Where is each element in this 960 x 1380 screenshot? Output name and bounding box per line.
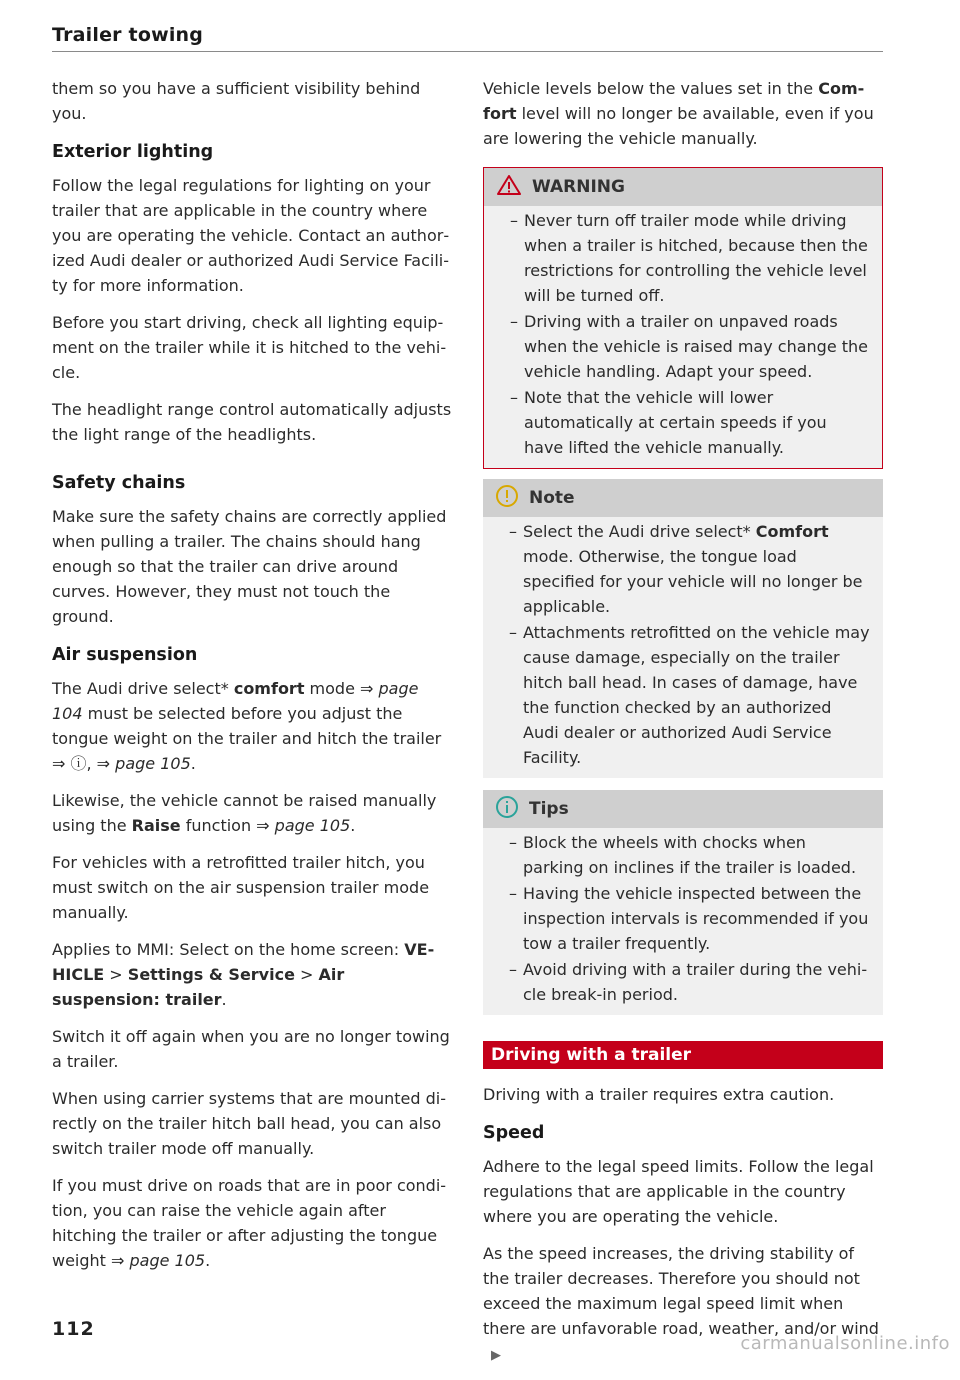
speed-paragraph-2: As the speed increases, the driving stability of the trailer decreases. Therefore you should not exceed the maximum legal speed limit when there are unfavorable road, weather, and/or wind▶ [483, 1241, 883, 1368]
warning-triangle-icon [496, 174, 522, 201]
list-item: – Block the wheels with chocks when parking on inclines if the trailer is loaded. [509, 833, 857, 877]
tips-body [483, 828, 883, 1015]
intro-paragraph: them so you have a sufficient visibility behind you. [52, 79, 421, 123]
exterior-paragraph-1: Follow the legal regulations for lighting on your trailer that are applicable in the country where you are operating the vehicle. Contact an authorized Audi dealer or authorized Audi Service Facility for more information. [52, 176, 450, 295]
list-item: – Select the Audi drive select* Comfort mode. Otherwise, the tongue load specified for your vehicle will no longer be applicable. [509, 522, 863, 616]
page-link-105[interactable]: ⇒ page 105 [111, 1251, 206, 1270]
exterior-paragraph-3: The headlight range control automatically adjusts the light range of the headlights. [52, 400, 452, 444]
list-item: – Attachments retrofitted on the vehicle may cause damage, especially on the trailer hitch ball head. In cases of damage, have the function checked by an authorized Audi dealer or authorized Audi Service Facility. [509, 623, 870, 767]
safety-paragraph-1: Make sure the safety chains are correctly applied when pulling a trailer. The chains should hang enough so that the trailer can drive around curves. However, they must not touch the ground. [52, 507, 447, 626]
tips-header [483, 790, 883, 828]
warning-body [484, 206, 882, 468]
air-paragraph-3: For vehicles with a retrofitted trailer hitch, you must switch on the air suspension trailer mode manually. [52, 853, 430, 922]
page-link-104[interactable]: ⇒ page 104 [52, 679, 419, 723]
tips-title: Tips [529, 799, 569, 819]
exclamation-circle-icon [495, 484, 519, 513]
page-header-title: Trailer towing [52, 24, 204, 46]
page-link-105[interactable]: ⇒ page 105 [96, 754, 191, 773]
page-link-105[interactable]: ⇒ page 105 [256, 816, 351, 835]
speed-heading: Speed [483, 1123, 545, 1143]
air-paragraph-6: When using carrier systems that are mounted directly on the trailer hitch ball head, you can also switch trailer mode off manually. [52, 1089, 446, 1158]
air-paragraph-4: Applies to MMI: Select on the home screen: VEHICLE > Settings & Service > Air suspension: trailer. [52, 940, 435, 1009]
warning-box [483, 167, 883, 469]
air-paragraph-2: Likewise, the vehicle cannot be raised manually using the Raise function ⇒ page 105. [52, 791, 437, 835]
list-item: – Avoid driving with a trailer during the vehicle break-in period. [509, 960, 868, 1004]
air-suspension-heading: Air suspension [52, 645, 198, 665]
list-item: – Driving with a trailer on unpaved roads when the vehicle is raised may change the vehicle handling. Adapt your speed. [510, 312, 868, 381]
left-column [52, 76, 452, 1285]
list-item: – Never turn off trailer mode while driving when a trailer is hitched, because then the restrictions for controlling the vehicle level will be turned off. [510, 211, 868, 305]
page-number: 112 [52, 1318, 95, 1340]
note-box [483, 479, 883, 778]
header-rule [52, 51, 883, 52]
air-paragraph-1: The Audi drive select* comfort mode ⇒ page 104 must be selected before you adjust the tongue weight on the trailer and hitch the trailer ⇒ ⓘ, ⇒ page 105. [52, 679, 442, 773]
exterior-paragraph-2: Before you start driving, check all lighting equipment on the trailer while it is hitched to the vehicle. [52, 313, 447, 382]
continue-arrow-icon: ▶ [491, 1348, 501, 1363]
air-paragraph-7: If you must drive on roads that are in poor condition, you can raise the vehicle again after hitching the trailer or after adjusting the tongue weight ⇒ page 105. [52, 1176, 447, 1270]
section-intro: Driving with a trailer requires extra caution. [483, 1085, 835, 1104]
info-circle-icon [495, 795, 519, 824]
right-intro-paragraph: Vehicle levels below the values set in the Comfort level will no longer be available, even if you are lowering the vehicle manually. [483, 79, 874, 148]
speed-paragraph-1: Adhere to the legal speed limits. Follow the legal regulations that are applicable in the country where you are operating the vehicle. [483, 1157, 874, 1226]
note-link[interactable]: ⇒ ⓘ [52, 754, 87, 773]
section-title-bar: Driving with a trailer [483, 1041, 883, 1069]
right-column [483, 76, 883, 1380]
tips-box [483, 790, 883, 1015]
note-body [483, 517, 883, 778]
safety-chains-heading: Safety chains [52, 473, 186, 493]
note-header [483, 479, 883, 517]
air-paragraph-5: Switch it off again when you are no longer towing a trailer. [52, 1027, 450, 1071]
warning-header [484, 168, 882, 206]
list-item: – Having the vehicle inspected between the inspection intervals is recommended if you tow a trailer frequently. [509, 884, 869, 953]
watermark: carmanualsonline.info [740, 1333, 950, 1354]
exterior-lighting-heading: Exterior lighting [52, 142, 214, 162]
list-item: – Note that the vehicle will lower automatically at certain speeds if you have lifted the vehicle manually. [510, 388, 827, 457]
warning-title: WARNING [532, 177, 625, 197]
note-title: Note [529, 488, 575, 508]
